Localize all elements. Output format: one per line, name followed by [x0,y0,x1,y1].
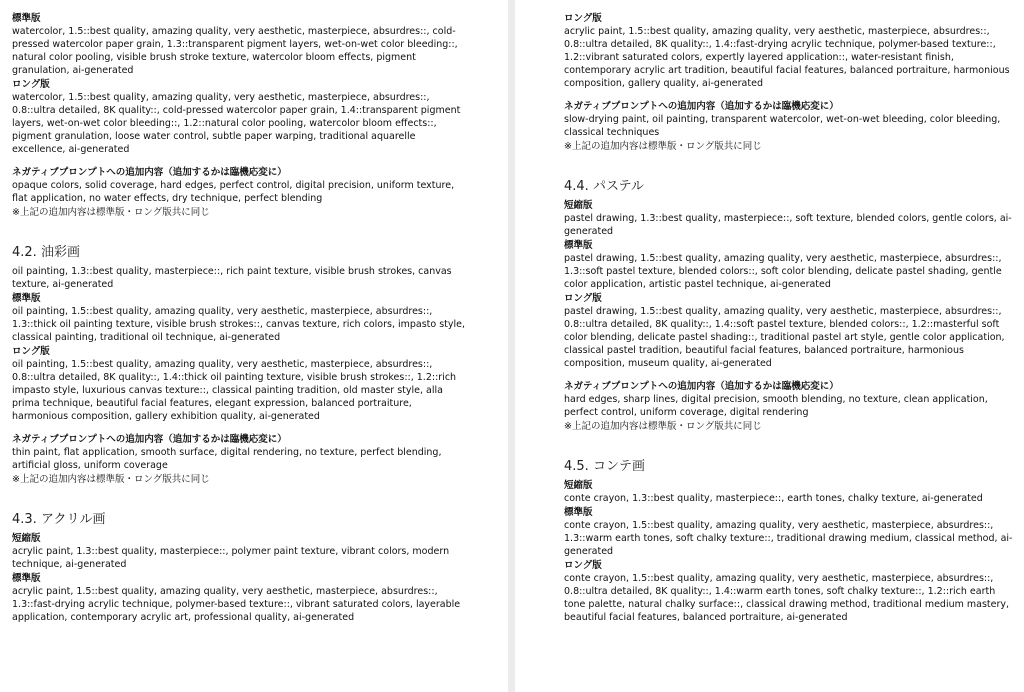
pastel-negative-prompt: hard edges, sharp lines, digital precision, smooth blending, no texture, clean application, perfect control, uniform coverage, digital rendering [564,394,988,418]
oil-short-prompt: oil painting, 1.3::best quality, masterpiece::, rich paint texture, visible brush strokes, canvas texture, ai-generated [12,266,452,290]
label-standard: 標準版 [12,293,41,304]
label-negative: ネガティブプロンプトへの追加内容（追加するかは臨機応変に） [12,167,287,178]
acrylic-long-prompt: acrylic paint, 1.5::best quality, amazing quality, very aesthetic, masterpiece, absurdres::, 0.8::ultra detailed, 8K quality::, 1.4::fast-drying acrylic technique, polymer-based texture::, 1.2::vibrant saturated colors, expertly layered application::, water-resistant finish, contemporary acrylic art tradition, beautiful facial features, balanced portraiture, harmonious composition, gallery quality, ai-generated [564,26,1010,89]
label-long: ロング版 [12,79,50,90]
pastel-long-prompt: pastel drawing, 1.5::best quality, amazing quality, very aesthetic, masterpiece, absurdres::, 0.8::ultra detailed, 8K quality::, 1.4::soft pastel texture, blended colors::, 1.2::masterful soft color blending, delicate pastel shading::, traditional pastel art style, gentle color application, classical pastel tradition, beautiful facial features, balanced portraiture, harmonious composition, museum quality, ai-generated [564,306,1005,369]
conte-standard-prompt: conte crayon, 1.5::best quality, amazing quality, very aesthetic, masterpiece, absurdres::, 1.3::warm earth tones, soft chalky texture::, traditional drawing medium, classical method, ai-generated [564,520,1013,557]
oil-negative-prompt: thin paint, flat application, smooth surface, digital rendering, no texture, perfect blending, artificial gloss, uniform coverage [12,447,442,471]
note: ※上記の追加内容は標準版・ロング版共に同じ [12,474,210,485]
label-standard: 標準版 [564,507,593,518]
note: ※上記の追加内容は標準版・ロング版共に同じ [12,207,210,218]
acrylic-standard-prompt: acrylic paint, 1.5::best quality, amazing quality, very aesthetic, masterpiece, absurdres::, 1.3::fast-drying acrylic technique, polymer-based texture::, vibrant saturated colors, layerable application, contemporary acrylic art, professional quality, ai-generated [12,586,461,623]
oil-standard-prompt: oil painting, 1.5::best quality, amazing quality, very aesthetic, masterpiece, absurdres::, 1.3::thick oil painting texture, visible brush strokes::, canvas texture, rich colors, impasto style, classical painting, traditional oil technique, ai-generated [12,306,466,343]
label-long: ロング版 [564,293,602,304]
conte-short-prompt: conte crayon, 1.3::best quality, masterpiece::, earth tones, chalky texture, ai-generated [564,493,983,504]
acrylic-short-prompt: acrylic paint, 1.3::best quality, masterpiece::, polymer paint texture, vibrant colors, modern technique, ai-generated [12,546,450,570]
watercolor-standard-prompt: watercolor, 1.5::best quality, amazing quality, very aesthetic, masterpiece, absurdres::, cold-pressed watercolor paper grain, 1.3::transparent pigment layers, wet-on-wet color bleeding::, natural color pooling, visible brush stroke texture, watercolor bloom effects, pigment granulation, ai-generated [12,26,458,76]
section-heading-conte: 4.5. コンテ画 [564,459,645,474]
label-standard: 標準版 [12,573,41,584]
conte-long-prompt: conte crayon, 1.5::best quality, amazing quality, very aesthetic, masterpiece, absurdres::, 0.8::ultra detailed, 8K quality::, 1.4::warm earth tones, soft chalky texture::, 1.2::rich earth tone palette, natural chalky surface::, classical drawing method, traditional medium mastery, beautiful facial features, balanced portraiture, ai-generated [564,573,1010,623]
label-short: 短縮版 [564,480,593,491]
label-negative: ネガティブプロンプトへの追加内容（追加するかは臨機応変に） [564,101,839,112]
left-page [0,0,508,692]
pastel-short-prompt: pastel drawing, 1.3::best quality, masterpiece::, soft texture, blended colors, gentle colors, ai-generated [564,213,1012,237]
label-long: ロング版 [564,560,602,571]
note: ※上記の追加内容は標準版・ロング版共に同じ [564,141,762,152]
pastel-standard-prompt: pastel drawing, 1.5::best quality, amazing quality, very aesthetic, masterpiece, absurdres::, 1.3::soft pastel texture, blended colors::, soft color blending, delicate pastel shading, gentle color application, artistic pastel technique, ai-generated [564,253,1002,290]
watercolor-long-prompt: watercolor, 1.5::best quality, amazing quality, very aesthetic, masterpiece, absurdres::, 0.8::ultra detailed, 8K quality::, cold-pressed watercolor paper grain, 1.4::transparent pigment layers, wet-on-wet color bleeding::, 1.2::natural color pooling, watercolor bloom effects::, pigment granulation, loose water control, subtle paper warping, traditional aquarelle excellence, ai-generated [12,92,461,155]
label-negative: ネガティブプロンプトへの追加内容（追加するかは臨機応変に） [12,434,287,445]
label-standard: 標準版 [12,13,41,24]
section-heading-acrylic: 4.3. アクリル画 [12,512,106,527]
label-negative: ネガティブプロンプトへの追加内容（追加するかは臨機応変に） [564,381,839,392]
label-long: ロング版 [12,346,50,357]
right-page [515,0,1024,692]
note: ※上記の追加内容は標準版・ロング版共に同じ [564,421,762,432]
section-heading-pastel: 4.4. パステル [564,179,645,194]
label-standard: 標準版 [564,240,593,251]
oil-long-prompt: oil painting, 1.5::best quality, amazing quality, very aesthetic, masterpiece, absurdres::, 0.8::ultra detailed, 8K quality::, 1.4::thick oil painting texture, visible brush strokes::, 1.2::rich impasto style, luxurious canvas texture::, classical painting tradition, old master style, alla prima technique, beautiful facial features, elegant expression, balanced portraiture, harmonious composition, gallery exhibition quality, ai-generated [12,359,457,422]
label-long: ロング版 [564,13,602,24]
label-short: 短縮版 [564,200,593,211]
acrylic-negative-prompt: slow-drying paint, oil painting, transparent watercolor, wet-on-wet bleeding, color bleeding, classical techniques [564,114,1001,138]
label-short: 短縮版 [12,533,41,544]
watercolor-negative-prompt: opaque colors, solid coverage, hard edges, perfect control, digital precision, uniform texture, flat application, no water effects, dry technique, perfect blending [12,180,455,204]
section-heading-oil: 4.2. 油彩画 [12,245,80,260]
